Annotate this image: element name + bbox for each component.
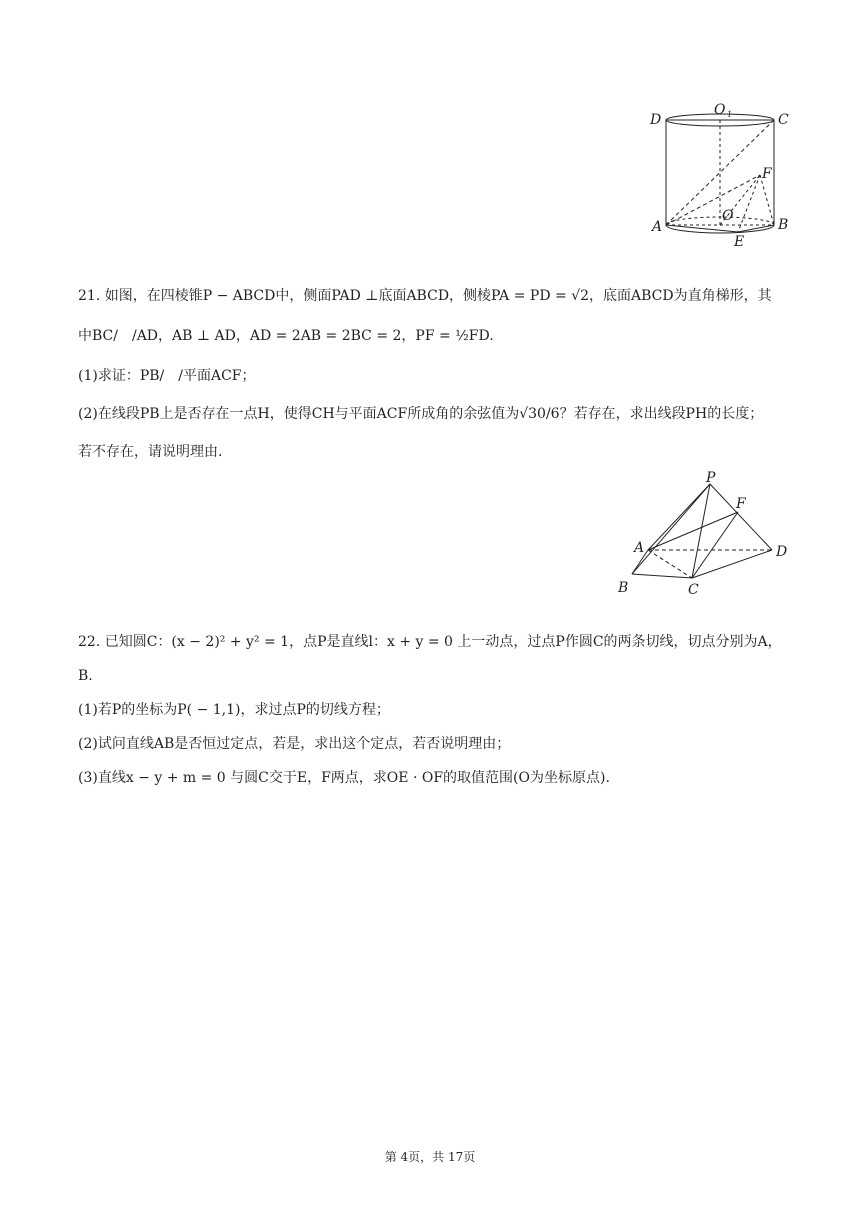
label-C: C [688,582,699,598]
cylinder-figure [648,100,798,250]
label-D: D [650,112,662,128]
pyramid-figure [612,470,802,600]
label-O: O [722,208,734,224]
p22-part3: (3)直线x − y + m = 0 与圆C交于E，F两点，求OE · OF的取值范围(O为坐标原点). [78,770,610,786]
p21-line1: 21. 如图，在四棱锥P − ABCD中，侧面PAD ⊥底面ABCD，侧棱PA = PD = √2，底面ABCD为直角梯形，其 [78,288,772,304]
label-D: D [776,544,788,560]
label-A: A [634,540,645,556]
p22-line2: B. [78,668,93,684]
label-P: P [706,470,716,486]
label-E: E [734,234,745,250]
label-A: A [652,219,663,235]
label-F: F [736,496,746,512]
label-B: B [778,217,789,233]
label-O1-sub: 1 [727,110,733,119]
label-C: C [778,112,789,128]
p21-line2: 中BC/ /AD，AB ⊥ AD，AD = 2AB = 2BC = 2，PF = ½FD. [78,328,494,344]
p22-line1: 22. 已知圆C：(x − 2)² + y² = 1，点P是直线l：x + y = 0 上一动点，过点P作圆C的两条切线，切点分别为A， [78,634,782,650]
p22-part2: (2)试问直线AB是否恒过定点，若是，求出这个定点，若否说明理由； [78,736,511,752]
label-F: F [762,166,772,182]
p21-part2-line2: 若不存在，请说明理由. [78,444,223,460]
p21-part2-line1: (2)在线段PB上是否存在一点H，使得CH与平面ACF所成角的余弦值为√30/6？若存在，求出线段PH的长度； [78,406,764,422]
p22-part1: (1)若P的坐标为P( − 1,1)，求过点P的切线方程； [78,702,390,718]
label-O1: O [714,102,726,118]
p21-part1: (1)求证：PB/ /平面ACF； [78,368,256,384]
label-B: B [618,580,629,596]
page-footer: 第 4页，共 17页 [384,1150,476,1164]
